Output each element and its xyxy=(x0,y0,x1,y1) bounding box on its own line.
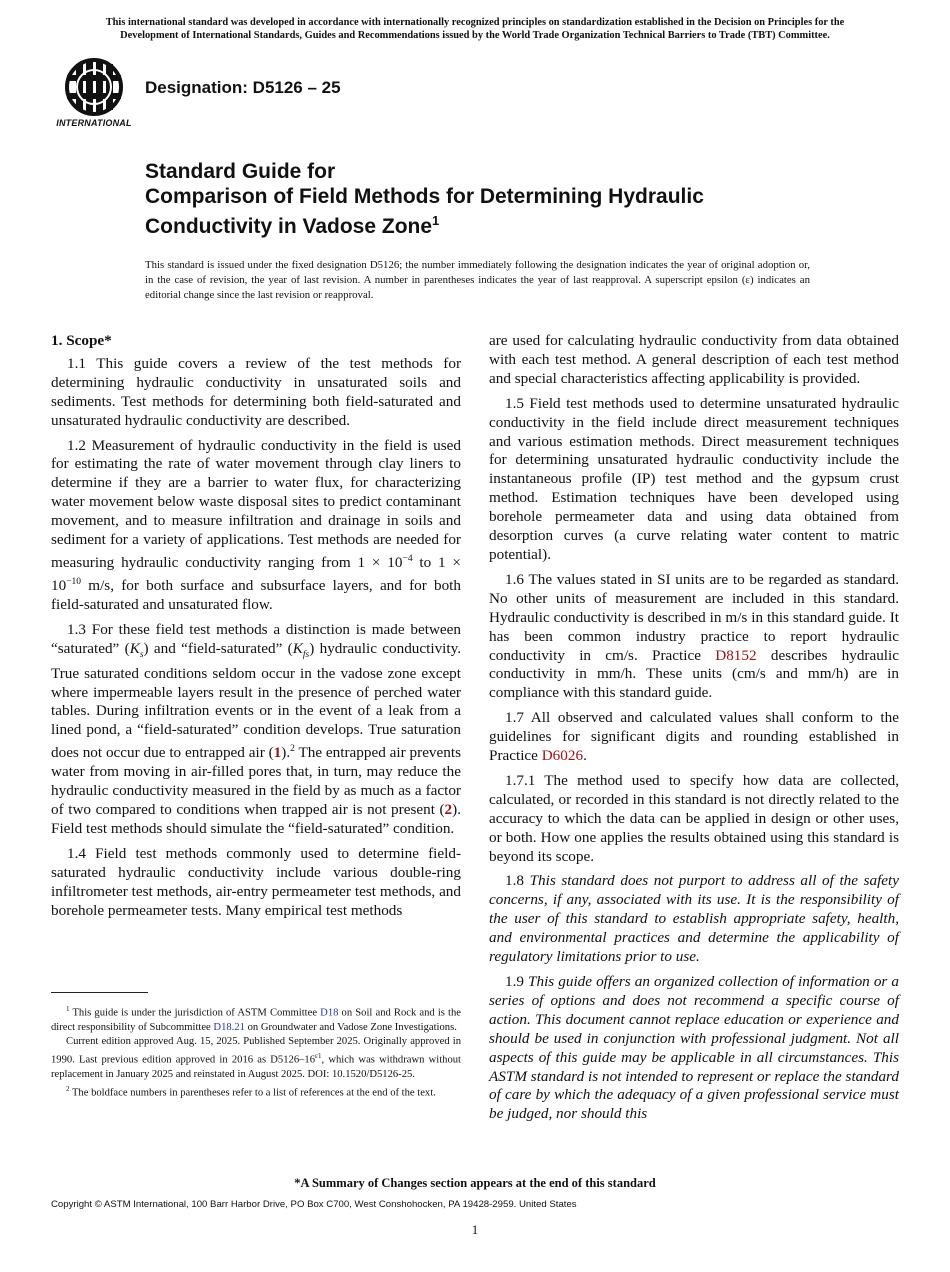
reference-link-2[interactable]: 2 xyxy=(444,801,453,819)
reference-link-1[interactable]: 1 xyxy=(273,744,282,762)
footnote-2 xyxy=(51,1082,461,1101)
footnote-1-text-a: This guide is under the jurisdiction of ASTM Committee xyxy=(69,1007,321,1019)
footnote-1-edition-text-b: , which was withdrawn without replacement in January 2025 and reinstated in August 2025. DOI: 10.1520/D5126-25. xyxy=(51,1054,461,1080)
section-heading-scope: 1. Scope* xyxy=(51,332,112,349)
left-column xyxy=(51,332,461,927)
tbt-notice-line-1: This international standard was developed in accordance with internationally recognized principles on standardization established in the Decision on Principles for the xyxy=(105,17,845,28)
paragraph-1-2-text-c: m/s, for both surface and subsurface layers, and for both field-saturated and unsaturated flow. xyxy=(51,577,461,613)
paragraph-1-7-text-a: 1.7 All observed and calculated values shall conform to the guidelines for significant digits and rounding established in Practice xyxy=(489,709,899,765)
footnote-1 xyxy=(51,1002,461,1035)
title-footnote-mark: 1 xyxy=(432,213,440,228)
paragraph-1-1: 1.1 This guide covers a review of the test methods for determining hydraulic conductivity in unsaturated soils and sediments. Test methods for determining both field-saturated and unsaturated hydraulic conductivity are described. xyxy=(51,354,461,429)
designation: Designation: D5126 – 25 xyxy=(145,78,341,97)
footnote-divider xyxy=(51,992,148,993)
link-d6026[interactable]: D6026 xyxy=(541,747,584,765)
title-line-1: Standard Guide for xyxy=(145,160,336,183)
link-d8152[interactable]: D8152 xyxy=(715,646,757,664)
symbol-kfs: K xyxy=(292,639,303,657)
paragraph-1-6-text-a: 1.6 The values stated in SI units are to be regarded as standard. No other units of measurement are included in this standard. Hydraulic conductivity is described in m/s in this standard guide. It has been common industry practice to report hydraulic conductivity in cm/s. Practice xyxy=(489,570,899,664)
exponent-1: −4 xyxy=(402,553,413,564)
astm-logo xyxy=(53,56,135,132)
title-line-2: Comparison of Field Methods for Determining Hydraulic xyxy=(145,184,704,208)
paragraph-1-4: 1.4 Field test methods commonly used to determine field-saturated hydraulic conductivity include various double-ring infiltrometer test methods, air-entry permeameter test methods, and borehole permeameter tests. Many empirical test methods xyxy=(51,844,461,919)
footnote-mark-2: 2 xyxy=(290,744,295,755)
title-line-3-text: Conductivity in Vadose Zone xyxy=(145,215,433,238)
paragraph-1-3-text-b: ) and “field-saturated” ( xyxy=(143,639,293,657)
paragraph-1-6-text-b: describes hydraulic conductivity in mm/h. These units (cm/s and mm/h) are in compliance with this standard guide. xyxy=(489,646,899,702)
tbt-notice-line-2: Development of International Standards, Guides and Recommendations issued by the World Trade Organization Technical Barriers to Trade (TBT) Committee. xyxy=(120,30,830,41)
issuance-statement: This standard is issued under the fixed designation D5126; the number immediately following the designation indicates the year of original adoption or, in the case of revision, the year of last revision. A number in parentheses indicates the year of last reapproval. A superscript epsilon (ε) indicates an editorial change since the last revision or reapproval. xyxy=(145,259,810,301)
paragraph-1-9-number: 1.9 xyxy=(505,973,529,990)
paragraph-1-9-text: This guide offers an organized collection of information or a series of options and does not recommend a specific course of action. This document cannot replace education or experience and should be used in conjunction with professional judgment. Not all aspects of this guide may be applicable in all circumstances. This ASTM standard is not intended to represent or replace the standard of care by which the adequacy of a given professional service must be judged, nor should this xyxy=(489,973,899,1123)
paragraph-1-2 xyxy=(51,437,461,615)
paragraph-1-7-text-b: . xyxy=(583,747,587,765)
footnote-1-text-c: on Groundwater and Vadose Zone Investigations. xyxy=(244,1021,457,1033)
exponent-2: −10 xyxy=(66,576,82,587)
link-committee-d18[interactable]: D18 xyxy=(320,1007,339,1019)
logo-wordmark: INTERNATIONAL xyxy=(56,118,132,128)
paragraph-1-4-continued: are used for calculating hydraulic conductivity from data obtained with each test method. A general description of each test method and special characteristics affecting applicability is provided. xyxy=(489,332,899,387)
footnotes xyxy=(51,1002,461,1101)
title-line-3 xyxy=(145,209,865,240)
paragraph-1-7-1: 1.7.1 The method used to specify how data are collected, calculated, or recorded in this standard is not directly related to the accuracy to which the data can be applied in design or other uses, or both. How one applies the results obtained using this standard is beyond its scope. xyxy=(489,771,899,865)
epsilon-superscript: ε1 xyxy=(315,1052,322,1061)
page-number: 1 xyxy=(471,1222,479,1237)
symbol-ks: K xyxy=(129,639,140,657)
symbol-ks-subscript: s xyxy=(139,649,144,660)
paragraph-1-3 xyxy=(51,621,461,839)
footnote-1-text-b: on Soil and Rock and is the direct responsibility of Subcommittee xyxy=(51,1007,461,1033)
paragraph-1-8-text: This standard does not purport to address all of the safety concerns, if any, associated with its use. It is the responsibility of the user of this standard to establish appropriate safety, health, and environmental practices and determine the applicability of regulatory limitations prior to use. xyxy=(489,872,900,966)
copyright-line: Copyright © ASTM International, 100 Barr Harbor Drive, PO Box C700, West Conshohocken, PA 19428-2959. United States xyxy=(51,1199,577,1210)
footnote-2-text: The boldface numbers in parentheses refer to a list of references at the end of the text. xyxy=(69,1087,436,1099)
paragraph-1-5: 1.5 Field test methods used to determine unsaturated hydraulic conductivity in the field include direct measurement techniques and various estimation methods. Direct measurement techniques for determining unsaturated hydraulic conductivity include the instantaneous profile (IP) test method and the gypsum crust method. Estimation techniques have been developed using borehole permeameter data and using data obtained from desorption curves (a curve relating water content to matric potential). xyxy=(489,394,899,563)
paragraph-1-2-text-a: 1.2 Measurement of hydraulic conductivity in the field is used for estimating the rate of water movement through clay liners to determine if they are a barrier to water flux, for characterizing water movement below waste disposal sites to predict contaminant movement, and to measure infiltration and drainage in soils and sediment for a variety of applications. Test methods are needed for measuring hydraulic conductivity ranging from 1 × 10 xyxy=(51,436,461,572)
footnote-1-edition-text-a: Current edition approved Aug. 15, 2025. Published September 2025. Originally approved in 1990. Last previous edition approved in 2016 as D5126–16 xyxy=(51,1035,461,1066)
footnote-1-mark: 1 xyxy=(66,1005,70,1013)
paragraph-1-7 xyxy=(489,709,899,766)
document-title xyxy=(145,160,865,240)
paragraph-1-8 xyxy=(489,872,899,967)
paragraph-1-3-text-c: ) hydraulic conductivity. True saturated conditions seldom occur in the vadose zone except where impermeable layers result in the presence of perched water tables. During infiltration events or in the event of a leak from a lined pond, a “field-saturated” condition develops. True saturation does not occur due to entrapped air ( xyxy=(51,639,462,762)
paragraph-1-6 xyxy=(489,571,899,703)
paragraph-1-3-text-f: ). Field test methods should simulate the “field-saturated” condition. xyxy=(51,801,461,837)
astm-logo-mark-icon xyxy=(53,56,135,118)
right-column xyxy=(489,332,899,1130)
link-subcommittee-d18-21[interactable]: D18.21 xyxy=(213,1021,245,1033)
paragraph-1-3-text-d: ). xyxy=(281,744,291,762)
paragraph-1-8-number: 1.8 xyxy=(505,872,530,890)
symbol-kfs-subscript: fs xyxy=(302,649,310,660)
footnote-1-edition xyxy=(51,1035,461,1082)
summary-of-changes-note: *A Summary of Changes section appears at the end of this standard xyxy=(294,1176,656,1190)
paragraph-1-9 xyxy=(489,973,899,1124)
footnote-2-mark: 2 xyxy=(66,1085,70,1094)
tbt-notice xyxy=(40,16,910,42)
paragraph-1-3-text-e: The entrapped air prevents water from moving in air-filled pores that, in turn, may reduce the hydraulic conductivity measured in the field by as much as a factor of two compared to conditions when trapped air is not present ( xyxy=(51,744,461,819)
paragraph-1-3-text-a: 1.3 For these field test methods a distinction is made between “saturated” ( xyxy=(51,620,461,657)
paragraph-1-2-text-b: to 1 × 10 xyxy=(51,554,461,594)
